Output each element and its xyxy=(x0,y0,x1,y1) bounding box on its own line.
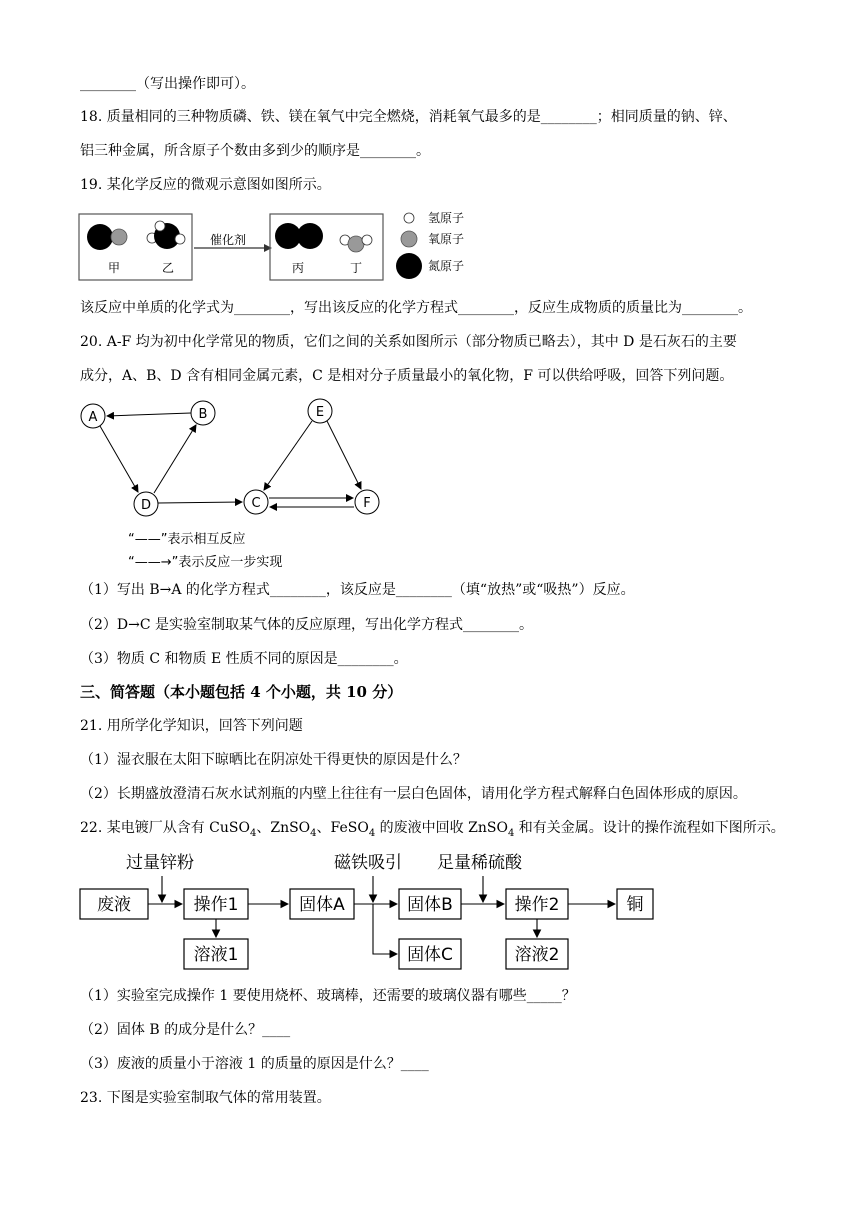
relation-diagram xyxy=(76,396,396,576)
q20-line1: 20. A-F 均为初中化学常见的物质，它们之间的关系如图所示（部分物质已略去），其中 D 是石灰石的主要 xyxy=(80,334,737,350)
q22-sub: 4 xyxy=(249,827,257,839)
label-op2: 操作2 xyxy=(514,895,560,915)
node-e-label: E xyxy=(315,405,325,420)
q18-line1: 18. 质量相同的三种物质磷、铁、镁在氧气中完全燃烧，消耗氧气最多的是________；相同质量的钠、锌、 xyxy=(80,109,737,125)
q22-text: 、FeSO xyxy=(316,820,369,836)
h-atom xyxy=(362,235,372,245)
q19-answer-line: 该反应中单质的化学式为________，写出该反应的化学方程式________，反应生成物质的质量比为________。 xyxy=(80,300,752,316)
label-solid-c: 固体C xyxy=(407,945,453,965)
node-f-label: F xyxy=(363,496,371,511)
label-waste: 废液 xyxy=(97,895,131,915)
h-atom xyxy=(175,234,185,244)
q22-sub2: （2）固体 B 的成分是什么？____ xyxy=(80,1022,291,1038)
label-copper: 铜 xyxy=(626,895,644,915)
h-atom xyxy=(155,221,165,231)
n-atom xyxy=(87,224,113,250)
reaction-micro-diagram xyxy=(78,208,478,286)
legend-h: 氢原子 xyxy=(428,211,465,225)
label-solution2: 溶液2 xyxy=(514,945,560,965)
n-atom xyxy=(297,223,323,249)
q21-sub1: （1）湿衣服在太阳下晾晒比在阴凉处干得更快的原因是什么？ xyxy=(80,752,467,768)
legend-o: 氧原子 xyxy=(428,232,465,246)
label-jia: 甲 xyxy=(108,261,121,275)
node-a-label: A xyxy=(88,410,98,425)
label-solid-a: 固体A xyxy=(299,895,345,915)
q22-text: 22. 某电镀厂从含有 CuSO xyxy=(80,820,250,836)
reaction-arrow xyxy=(264,244,272,252)
q22-text: 和有关金属。设计的操作流程如下图所示。 xyxy=(514,820,785,836)
q23-prompt: 23. 下图是实验室制取气体的常用装置。 xyxy=(80,1090,331,1106)
q21-prompt: 21. 用所学化学知识，回答下列问题 xyxy=(80,718,303,734)
reagent-zinc: 过量锌粉 xyxy=(126,853,194,873)
label-yi: 乙 xyxy=(162,261,175,275)
legend-mutual-reaction: “——”表示相互反应 xyxy=(128,532,246,547)
legend-n-icon xyxy=(396,253,422,279)
q22-sub: 4 xyxy=(310,827,317,839)
q20-sub3: （3）物质 C 和物质 E 性质不同的原因是________。 xyxy=(80,651,408,667)
q20-sub2: （2）D→C 是实验室制取某气体的反应原理，写出化学方程式________。 xyxy=(80,617,534,633)
section-3-heading: 三、简答题（本小题包括 4 个小题，共 10 分） xyxy=(80,683,403,701)
legend-h-icon xyxy=(404,213,414,223)
legend-n: 氮原子 xyxy=(428,259,465,273)
q22-text: 的废液中回收 ZnSO xyxy=(375,820,508,836)
o-atom xyxy=(348,236,364,252)
label-op1: 操作1 xyxy=(193,895,239,915)
node-c-label: C xyxy=(251,496,261,511)
q20-line2: 成分，A、B、D 含有相同金属元素，C 是相对分子质量最小的氧化物，F 可以供给呼吸，回答下列问题。 xyxy=(80,368,734,384)
q22-prompt xyxy=(80,819,785,837)
label-ding: 丁 xyxy=(350,261,363,275)
q17-tail: ________（写出操作即可）。 xyxy=(80,76,255,92)
process-flow-diagram xyxy=(78,844,678,974)
label-solid-b: 固体B xyxy=(407,895,453,915)
q22-text: 、ZnSO xyxy=(256,820,311,836)
label-bing: 丙 xyxy=(292,261,305,275)
reagent-magnet: 磁铁吸引 xyxy=(334,853,402,873)
label-solution1: 溶液1 xyxy=(193,945,239,965)
reagent-acid: 足量稀硫酸 xyxy=(437,853,522,873)
q18-line2: 铝三种金属，所含原子个数由多到少的顺序是________。 xyxy=(80,143,430,159)
legend-o-icon xyxy=(401,231,417,247)
node-b-label: B xyxy=(198,407,208,422)
q20-sub1: （1）写出 B→A 的化学方程式________，该反应是________（填“放热”或“吸热”）反应。 xyxy=(80,582,635,598)
q22-sub: 4 xyxy=(507,827,515,839)
o-atom xyxy=(111,229,127,245)
q22-sub1: （1）实验室完成操作 1 要使用烧杯、玻璃棒，还需要的玻璃仪器有哪些_____？ xyxy=(80,988,576,1004)
node-d-label: D xyxy=(140,498,152,513)
q21-sub2: （2）长期盛放澄清石灰水试剂瓶的内壁上往往有一层白色固体，请用化学方程式解释白色固体形成的原因。 xyxy=(80,786,747,802)
q19-prompt: 19. 某化学反应的微观示意图如图所示。 xyxy=(80,177,331,193)
catalyst-label: 催化剂 xyxy=(210,233,247,247)
legend-one-step: “——→”表示反应一步实现 xyxy=(128,555,283,570)
q22-sub: 4 xyxy=(368,827,376,839)
q22-sub3: （3）废液的质量小于溶液 1 的质量的原因是什么？____ xyxy=(80,1056,429,1072)
